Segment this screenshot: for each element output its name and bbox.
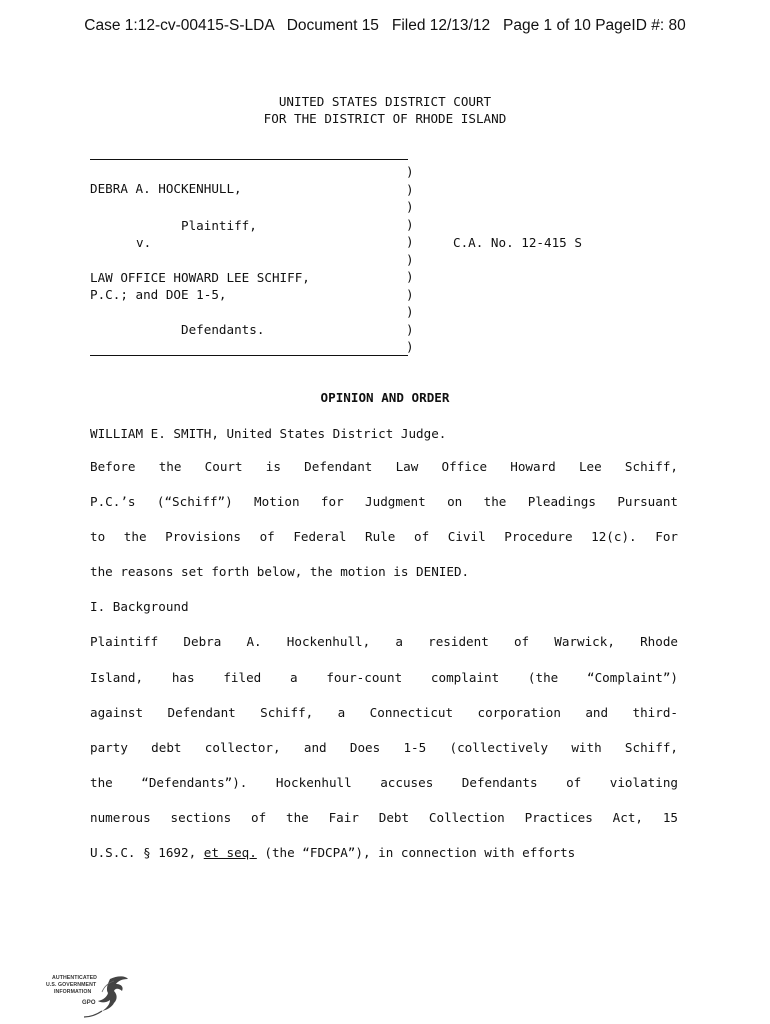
- opinion-title: OPINION AND ORDER: [320, 390, 450, 405]
- court-district: FOR THE DISTRICT OF RHODE ISLAND: [263, 111, 507, 126]
- gpo-authenticated-logo: [44, 973, 134, 1019]
- caption-parentheses: ) ) ) ) ) ) ) ) ) ) ): [406, 164, 414, 354]
- paragraph-line: Island, has filed a four-count complaint (the “Complaint”): [90, 670, 678, 685]
- court-name: UNITED STATES DISTRICT COURT: [278, 94, 492, 109]
- paragraph-line: Plaintiff Debra A. Hockenhull, a resident of Warwick, Rhode: [90, 634, 678, 649]
- paragraph-line: P.C.’s (“Schiff”) Motion for Judgment on the Pleadings Pursuant: [90, 494, 678, 509]
- logo-text-government: U.S. GOVERNMENT: [46, 982, 97, 988]
- caption-top-rule: [90, 159, 408, 160]
- caption-bottom-rule: [90, 355, 408, 356]
- logo-text-authenticated: AUTHENTICATED: [52, 975, 98, 981]
- defendant-name-cont: P.C.; and DOE 1-5,: [90, 287, 227, 302]
- paragraph-line: Before the Court is Defendant Law Office Howard Lee Schiff,: [90, 459, 678, 474]
- citation-suffix: (the “FDCPA”), in connection with efforts: [256, 845, 576, 860]
- defendant-role: Defendants.: [181, 322, 265, 337]
- logo-text-information: INFORMATION: [54, 989, 92, 995]
- plaintiff-role: Plaintiff,: [181, 218, 257, 233]
- paragraph-line: the “Defendants”). Hockenhull accuses Defendants of violating: [90, 775, 678, 790]
- versus: v.: [136, 235, 152, 250]
- defendant-name: LAW OFFICE HOWARD LEE SCHIFF,: [90, 270, 310, 285]
- paragraph-line: to the Provisions of Federal Rule of Civil Procedure 12(c). For: [90, 529, 678, 544]
- paragraph-line-last: [90, 847, 678, 860]
- judge-line: WILLIAM E. SMITH, United States District Judge.: [90, 426, 447, 441]
- citation-prefix: U.S.C. § 1692,: [90, 845, 204, 860]
- section-heading: I. Background: [90, 599, 189, 614]
- case-header: Case 1:12-cv-00415-S-LDA Document 15 Filed 12/13/12 Page 1 of 10 PageID #: 80: [84, 17, 686, 34]
- eagle-icon: [44, 973, 134, 1019]
- plaintiff-name: DEBRA A. HOCKENHULL,: [90, 181, 242, 196]
- paragraph-line: party debt collector, and Does 1-5 (collectively with Schiff,: [90, 740, 678, 755]
- case-number: C.A. No. 12-415 S: [453, 235, 582, 250]
- logo-text-gpo: GPO: [82, 1000, 96, 1006]
- paragraph-line: numerous sections of the Fair Debt Collection Practices Act, 15: [90, 810, 678, 825]
- paragraph-line: against Defendant Schiff, a Connecticut corporation and third-: [90, 705, 678, 720]
- paragraph-line: the reasons set forth below, the motion is DENIED.: [90, 564, 470, 579]
- citation-et-seq: et seq.: [203, 845, 257, 860]
